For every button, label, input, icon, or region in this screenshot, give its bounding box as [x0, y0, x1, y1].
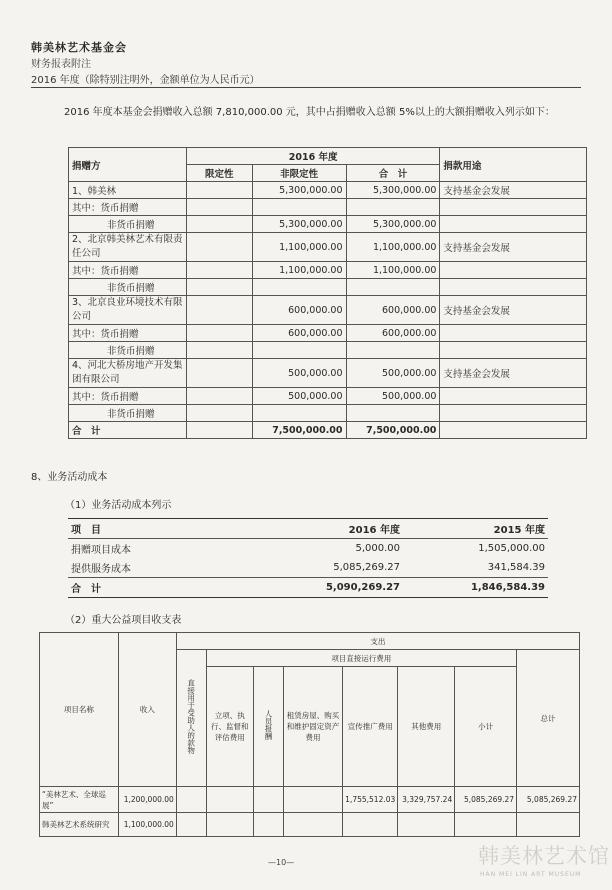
row-name: 韩美林艺术系统研究 [40, 813, 119, 837]
cell-restricted [186, 388, 252, 405]
cell-total [346, 199, 440, 216]
cell-total: 500,000.00 [346, 388, 440, 405]
header-run: 项目直接运行费用 [206, 650, 517, 667]
table-row [69, 262, 587, 279]
row-item: 捐赠项目成本 [71, 545, 131, 556]
cell-2015: 341,584.39 [403, 558, 548, 578]
header-total: 总计 [517, 650, 580, 787]
header-direct-text: 直接用于受助人的款物 [186, 679, 196, 754]
cell-unrestricted: 600,000.00 [252, 296, 346, 325]
cell-restricted [186, 233, 252, 262]
cell-unrestricted [252, 342, 346, 359]
row-label: 1、韩美林 [69, 182, 187, 199]
cell-promo [343, 813, 398, 837]
row-label: 其中：货币捐赠 [69, 199, 187, 216]
row-label: 4、河北大桥房地产开发集团有限公司 [69, 359, 187, 388]
header-restricted: 限定性 [186, 165, 252, 182]
cell-use: 支持基金会发展 [440, 182, 587, 199]
table-row [68, 539, 548, 559]
table-row [69, 405, 587, 422]
header-item: 项 目 [68, 519, 258, 539]
total-restricted [186, 422, 252, 439]
cell-total: 5,300,000.00 [346, 182, 440, 199]
subsection-heading: （1）业务活动成本列示 [65, 500, 172, 511]
cell-unrestricted: 1,100,000.00 [252, 262, 346, 279]
header-divider [31, 87, 581, 88]
cell-unrestricted: 600,000.00 [252, 325, 346, 342]
table-row [69, 388, 587, 405]
cell-restricted [186, 325, 252, 342]
report-subtitle: 财务报表附注 [31, 59, 91, 70]
table-row [40, 813, 580, 837]
cell-use: 支持基金会发展 [440, 359, 587, 388]
cell-restricted [186, 342, 252, 359]
row-name: “美林艺术、全球巡展” [40, 787, 119, 813]
cell-total [346, 279, 440, 296]
total-total: 7,500,000.00 [346, 422, 440, 439]
cell-use [440, 405, 587, 422]
cell-promo: 1,755,512.03 [343, 787, 398, 813]
row-label: 2、北京韩美林艺术有限责任公司 [69, 233, 187, 262]
project-table [39, 632, 580, 837]
cell-total [346, 405, 440, 422]
header-expense: 支出 [176, 633, 579, 650]
cell-use [440, 388, 587, 405]
cell-other [398, 813, 455, 837]
header-year: 2016 年度 [186, 148, 440, 165]
organization-name: 韩美林艺术基金会 [31, 41, 127, 54]
header-other: 其他费用 [398, 667, 455, 787]
intro-paragraph: 2016 年度本基金会捐赠收入总额 7,810,000.00 元，其中占捐赠收入总额 5%以上的大额捐赠收入列示如下： [64, 107, 555, 118]
row-label: 其中：货币捐赠 [69, 325, 187, 342]
header-total: 合 计 [346, 165, 440, 182]
header-name: 项目名称 [40, 633, 119, 787]
cell-total: 5,300,000.00 [346, 216, 440, 233]
total-label: 合 计 [69, 422, 187, 439]
cell-restricted [186, 182, 252, 199]
cell-direct [176, 787, 206, 813]
cell-unrestricted: 500,000.00 [252, 388, 346, 405]
table-row [69, 279, 587, 296]
header-staff-text: 人员报酬 [263, 710, 273, 740]
total-row [69, 422, 587, 439]
cell-use [440, 262, 587, 279]
table-row [69, 199, 587, 216]
cell-other: 3,329,757.24 [398, 787, 455, 813]
row-label: 其中：货币捐赠 [69, 388, 187, 405]
header-rent: 租赁房屋、购买和维护固定资产费用 [283, 667, 342, 787]
cost-table [68, 518, 548, 598]
cell-restricted [186, 359, 252, 388]
cell-income: 1,200,000.00 [118, 787, 176, 813]
cell-setup [206, 813, 253, 837]
cell-restricted [186, 216, 252, 233]
subsection-heading: （2）重大公益项目收支表 [65, 615, 182, 626]
table-row [69, 342, 587, 359]
header-promo: 宣传推广费用 [343, 667, 398, 787]
cell-restricted [186, 199, 252, 216]
donation-table [68, 147, 587, 439]
cell-rent [283, 787, 342, 813]
cell-staff [254, 787, 284, 813]
total-row [68, 578, 548, 598]
row-label: 非货币捐赠 [69, 405, 187, 422]
header-unrestricted: 非限定性 [252, 165, 346, 182]
cell-restricted [186, 296, 252, 325]
cell-unrestricted: 5,300,000.00 [252, 182, 346, 199]
cell-use [440, 216, 587, 233]
cell-unrestricted [252, 405, 346, 422]
table-row [69, 325, 587, 342]
table-row [40, 787, 580, 813]
header-staff [254, 667, 284, 787]
table-row [69, 182, 587, 199]
cell-total: 600,000.00 [346, 296, 440, 325]
cell-use [440, 325, 587, 342]
total-2015: 1,846,584.39 [403, 578, 548, 598]
header-subtotal: 小计 [455, 667, 517, 787]
museum-logo-watermark: 韩美林艺术馆 [478, 844, 610, 868]
cell-2016: 5,000.00 [355, 543, 400, 554]
row-label: 3、北京良业环境技术有限公司 [69, 296, 187, 325]
header-2015: 2015 年度 [403, 519, 548, 539]
cell-2016: 5,085,269.27 [258, 558, 403, 578]
currency-note: 2016 年度（除特别注明外，金额单位为人民币元） [31, 75, 260, 86]
total-unrestricted: 7,500,000.00 [252, 422, 346, 439]
cell-total: 1,100,000.00 [346, 233, 440, 262]
cell-total: 600,000.00 [346, 325, 440, 342]
total-2016: 5,090,269.27 [258, 578, 403, 598]
cell-restricted [186, 405, 252, 422]
cell-setup [206, 787, 253, 813]
table-row [68, 558, 548, 578]
cell-restricted [186, 262, 252, 279]
total-use [440, 422, 587, 439]
table-row [69, 216, 587, 233]
cell-rent [283, 813, 342, 837]
cell-staff [254, 813, 284, 837]
cell-use [440, 279, 587, 296]
header-direct [176, 650, 206, 787]
row-label: 非货币捐赠 [69, 342, 187, 359]
table-row [69, 359, 587, 388]
row-item: 提供服务成本 [68, 558, 258, 578]
header-2016: 2016 年度 [258, 519, 403, 539]
header-donor: 捐赠方 [69, 148, 187, 182]
cell-restricted [186, 279, 252, 296]
cell-income: 1,100,000.00 [118, 813, 176, 837]
cell-use [440, 199, 587, 216]
cell-subtotal [455, 813, 517, 837]
cell-subtotal: 5,085,269.27 [455, 787, 517, 813]
cell-unrestricted: 500,000.00 [252, 359, 346, 388]
header-income: 收入 [118, 633, 176, 787]
header-setup: 立项、执行、监督和评估费用 [206, 667, 253, 787]
row-label: 其中：货币捐赠 [69, 262, 187, 279]
cell-total: 5,085,269.27 [517, 787, 580, 813]
cell-unrestricted: 5,300,000.00 [252, 216, 346, 233]
cell-use: 支持基金会发展 [440, 233, 587, 262]
total-label: 合 计 [68, 578, 258, 598]
museum-logo-english: HAN MEI LIN ART MUSEUM [480, 871, 582, 878]
page-number: —10— [268, 858, 295, 867]
row-label: 非货币捐赠 [69, 279, 187, 296]
section-heading: 8、业务活动成本 [31, 472, 108, 483]
cell-use [440, 342, 587, 359]
cell-unrestricted [252, 199, 346, 216]
row-label: 非货币捐赠 [69, 216, 187, 233]
cell-total: 1,100,000.00 [346, 262, 440, 279]
cell-direct [176, 813, 206, 837]
cell-use: 支持基金会发展 [440, 296, 587, 325]
cell-unrestricted: 1,100,000.00 [252, 233, 346, 262]
table-row [69, 233, 587, 262]
cell-total [346, 342, 440, 359]
cell-total [517, 813, 580, 837]
cell-2015: 1,505,000.00 [478, 543, 545, 554]
cell-unrestricted [252, 279, 346, 296]
table-row [69, 296, 587, 325]
cell-total: 500,000.00 [346, 359, 440, 388]
header-use: 捐款用途 [440, 148, 587, 182]
